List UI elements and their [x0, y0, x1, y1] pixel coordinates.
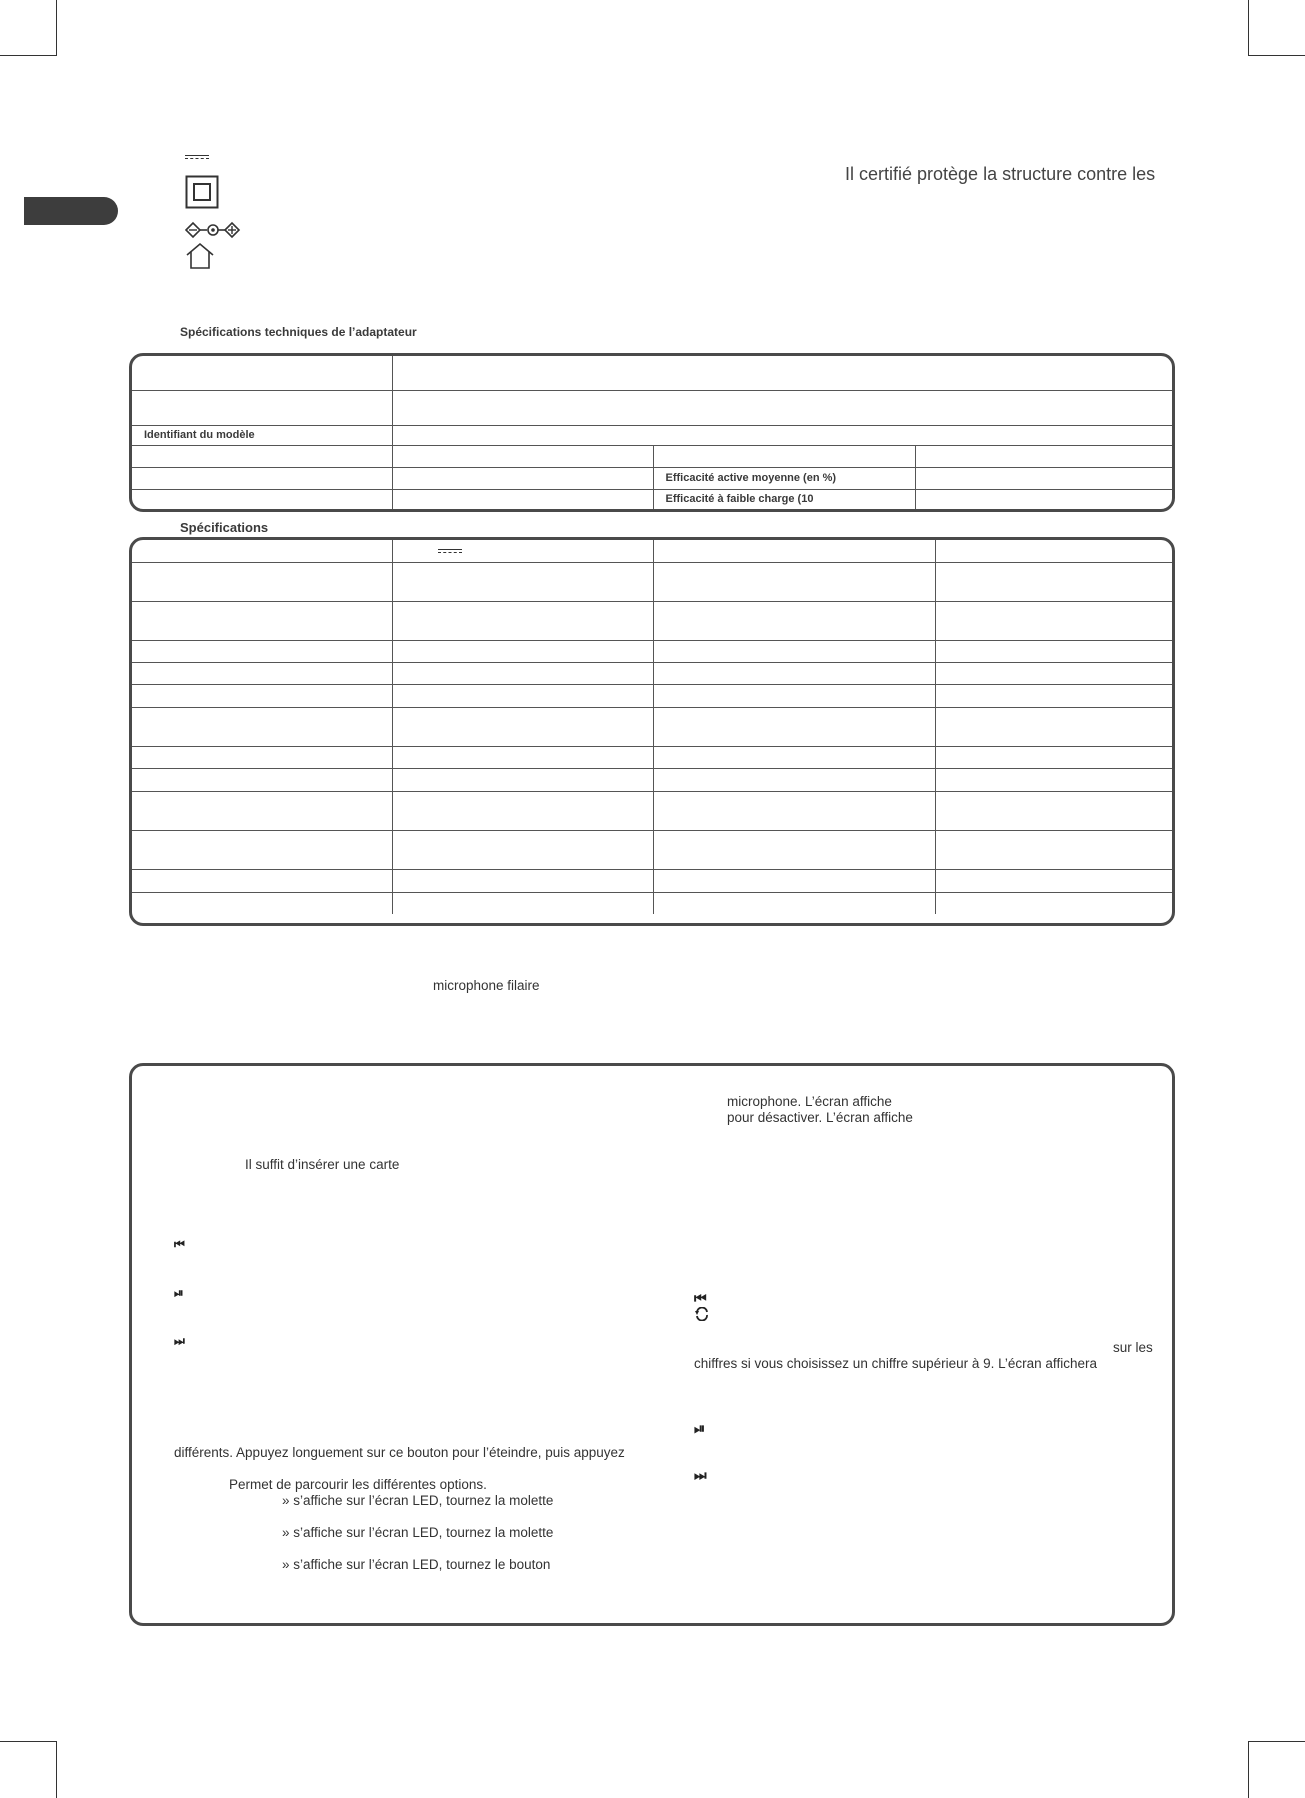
- table-row: [132, 445, 1172, 467]
- table-row: [132, 489, 1172, 509]
- table-cell: [132, 540, 392, 562]
- table-cell: [392, 356, 1172, 390]
- table-cell: [132, 662, 392, 684]
- table-cell: [392, 640, 653, 662]
- table-cell: [935, 869, 1172, 892]
- table-cell: [653, 640, 935, 662]
- table-row: [132, 830, 1172, 869]
- polarity-icon: [185, 221, 241, 239]
- table-cell: [132, 684, 392, 707]
- table-cell: [935, 662, 1172, 684]
- table-row: [132, 356, 1172, 390]
- table-row: [132, 791, 1172, 830]
- repeat-icon: [694, 1307, 710, 1321]
- next-icon-right: ⏭: [694, 1467, 706, 1483]
- table-cell: [935, 601, 1172, 640]
- table-cell: Identifiant du modèle: [132, 425, 392, 445]
- table-row: [132, 892, 1172, 914]
- crop-mark-bottom-right: [1248, 1741, 1305, 1798]
- table-row: [132, 390, 1172, 425]
- table-cell: [392, 869, 653, 892]
- table-cell: [132, 467, 392, 489]
- table-cell: [132, 791, 392, 830]
- table-row: [132, 562, 1172, 601]
- table-cell: [392, 390, 1172, 425]
- table-row: [132, 640, 1172, 662]
- sur-les-text: sur les: [1113, 1340, 1153, 1355]
- led-text-1: » s’affiche sur l’écran LED, tournez la molette: [282, 1493, 554, 1508]
- table-cell: [132, 356, 392, 390]
- table-cell: [653, 892, 935, 914]
- table-row: [132, 467, 1172, 489]
- table-cell: [653, 562, 935, 601]
- table-cell: [935, 892, 1172, 914]
- table-cell: [392, 601, 653, 640]
- table-cell: [653, 791, 935, 830]
- table-cell: [132, 892, 392, 914]
- play-pause-icon: ⏯: [174, 1286, 183, 1300]
- table-cell: [132, 768, 392, 791]
- table-cell: [392, 768, 653, 791]
- table-cell: [392, 489, 653, 509]
- table-cell: [653, 768, 935, 791]
- table-cell: [653, 869, 935, 892]
- table-cell: [392, 445, 653, 467]
- table-cell: [132, 601, 392, 640]
- table-cell: [392, 540, 653, 562]
- long-press-text: différents. Appuyez longuement sur ce bouton pour l’éteindre, puis appuyez: [174, 1445, 625, 1460]
- crop-mark-top-left: [0, 0, 57, 56]
- table-cell: [653, 601, 935, 640]
- mic-display-text-2: pour désactiver. L’écran affiche: [727, 1110, 913, 1125]
- table-cell: [132, 390, 392, 425]
- table-cell: [132, 489, 392, 509]
- table-cell: [653, 684, 935, 707]
- wired-microphone-text: microphone filaire: [433, 978, 540, 993]
- digits-text: chiffres si vous choisissez un chiffre supérieur à 9. L’écran affichera: [694, 1356, 1097, 1371]
- table-row: [132, 425, 1172, 445]
- table-cell: [392, 662, 653, 684]
- table-cell: [653, 830, 935, 869]
- language-tab: [24, 197, 118, 225]
- table-cell: [915, 445, 1172, 467]
- table-cell: [935, 684, 1172, 707]
- table-cell: [132, 830, 392, 869]
- table-cell: [653, 662, 935, 684]
- certification-text: Il certifié protège la structure contre les: [845, 164, 1156, 184]
- table-row: [132, 869, 1172, 892]
- table-cell: [935, 562, 1172, 601]
- table-row: [132, 540, 1172, 562]
- table-row: [132, 746, 1172, 768]
- table-cell: [392, 425, 1172, 445]
- table-row: [132, 601, 1172, 640]
- mic-display-text-1: microphone. L’écran affiche: [727, 1094, 892, 1109]
- table-cell: [653, 707, 935, 746]
- led-text-3: » s’affiche sur l’écran LED, tournez le bouton: [282, 1557, 551, 1572]
- table-cell: [392, 892, 653, 914]
- adapter-section-title: Spécifications techniques de l’adaptateur: [180, 325, 417, 339]
- table-cell: [132, 445, 392, 467]
- table-cell: [132, 562, 392, 601]
- table-cell: [653, 445, 915, 467]
- table-cell: [935, 768, 1172, 791]
- table-cell: [392, 684, 653, 707]
- table-cell: [935, 640, 1172, 662]
- table-cell: [935, 830, 1172, 869]
- table-cell: [935, 707, 1172, 746]
- table-cell: [935, 540, 1172, 562]
- table-cell: [392, 707, 653, 746]
- play-pause-icon-right: ⏯: [694, 1420, 705, 1436]
- table-cell: [392, 562, 653, 601]
- table-cell: Efficacité à faible charge (10: [653, 489, 915, 509]
- double-insulation-icon: [185, 175, 219, 209]
- led-text-2: » s’affiche sur l’écran LED, tournez la molette: [282, 1525, 554, 1540]
- adapter-spec-table: [129, 353, 1175, 512]
- table-cell: [915, 489, 1172, 509]
- specs-table: [129, 537, 1175, 926]
- table-row: [132, 707, 1172, 746]
- table-cell: [935, 791, 1172, 830]
- options-text: Permet de parcourir les différentes options.: [229, 1477, 487, 1492]
- indoor-use-icon: [185, 242, 215, 270]
- table-row: [132, 768, 1172, 791]
- controls-box: [129, 1063, 1175, 1626]
- crop-mark-top-right: [1248, 0, 1305, 56]
- table-cell: [392, 791, 653, 830]
- specs-section-title: Spécifications: [180, 520, 269, 535]
- table-cell: Efficacité active moyenne (en %): [653, 467, 915, 489]
- table-row: [132, 662, 1172, 684]
- table-cell: [392, 830, 653, 869]
- table-cell: [132, 640, 392, 662]
- table-cell: [392, 467, 653, 489]
- table-cell: [132, 707, 392, 746]
- dc-current-icon: [438, 549, 462, 554]
- previous-icon: ⏮: [174, 1237, 184, 1251]
- table-cell: [653, 540, 935, 562]
- dc-current-icon: [185, 148, 209, 166]
- table-cell: [915, 467, 1172, 489]
- crop-mark-bottom-left: [0, 1741, 57, 1798]
- next-icon: ⏭: [174, 1334, 184, 1348]
- table-cell: [935, 746, 1172, 768]
- insert-card-text: Il suffit d’insérer une carte: [245, 1157, 400, 1172]
- table-cell: [132, 746, 392, 768]
- previous-icon-right: ⏮: [694, 1290, 706, 1306]
- table-cell: [132, 869, 392, 892]
- table-cell: [392, 746, 653, 768]
- table-row: [132, 684, 1172, 707]
- table-cell: [653, 746, 935, 768]
